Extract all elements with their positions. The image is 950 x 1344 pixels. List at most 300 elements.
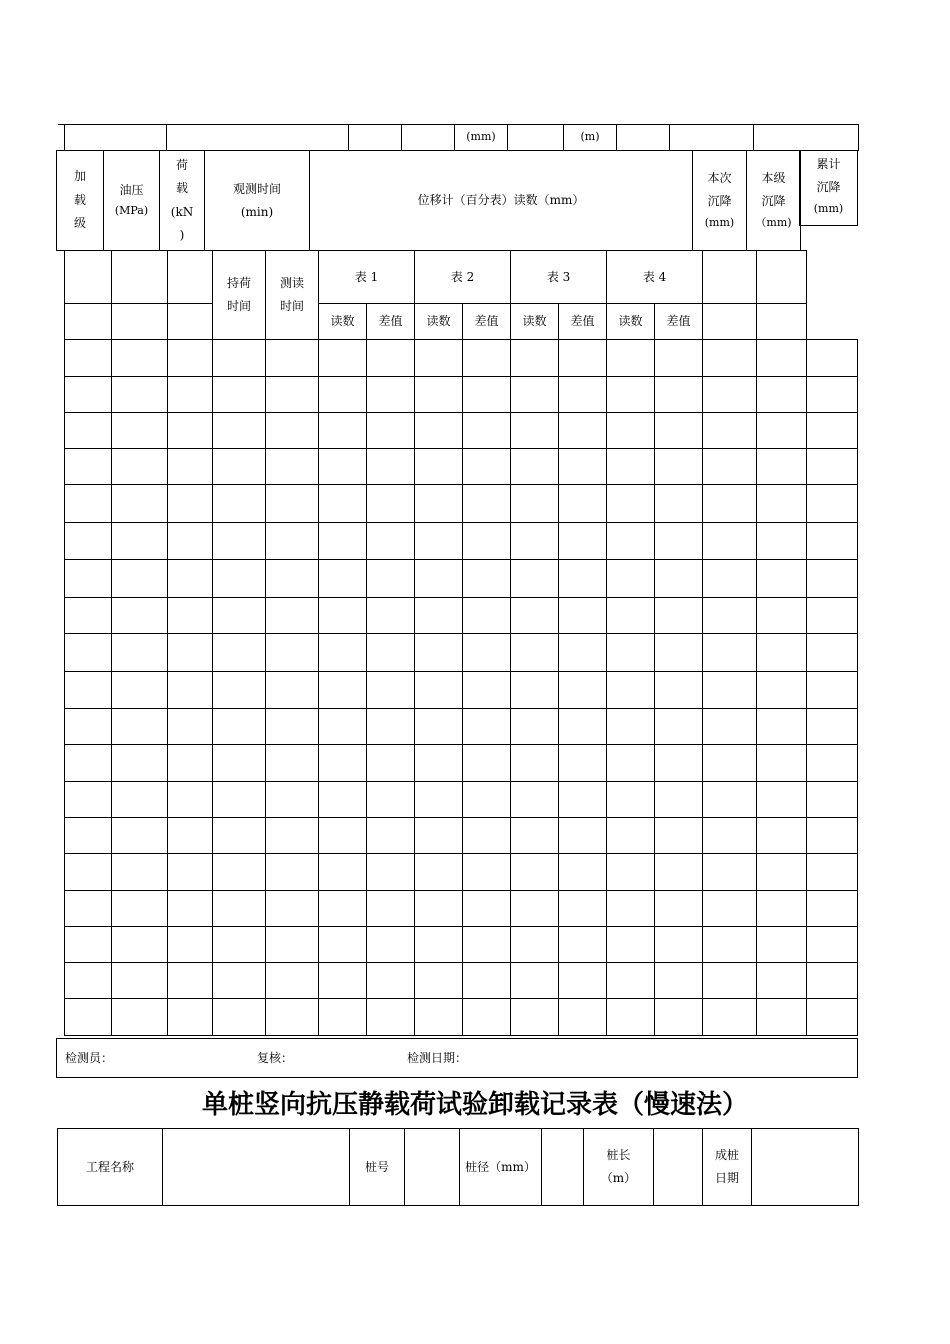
- table-cell[interactable]: [168, 523, 213, 560]
- table-cell[interactable]: [213, 449, 266, 485]
- table-cell[interactable]: [415, 634, 463, 672]
- table-cell[interactable]: [703, 672, 757, 709]
- table-cell[interactable]: [655, 709, 703, 745]
- table-cell[interactable]: [655, 927, 703, 963]
- table-cell[interactable]: [655, 340, 703, 377]
- table-cell[interactable]: [415, 523, 463, 560]
- table-cell[interactable]: [367, 999, 415, 1036]
- table-cell[interactable]: [463, 818, 511, 854]
- table-cell[interactable]: [703, 413, 757, 449]
- table-cell[interactable]: [511, 927, 559, 963]
- table-cell[interactable]: [415, 999, 463, 1036]
- table-cell[interactable]: [415, 413, 463, 449]
- table-cell[interactable]: [65, 485, 112, 523]
- table-cell[interactable]: [367, 854, 415, 891]
- table-cell[interactable]: [112, 634, 168, 672]
- table-cell[interactable]: [757, 963, 807, 999]
- table-cell[interactable]: [607, 340, 655, 377]
- table-cell[interactable]: [559, 598, 607, 634]
- table-cell[interactable]: [319, 485, 367, 523]
- table-cell[interactable]: [65, 560, 112, 598]
- table-cell[interactable]: [415, 782, 463, 818]
- table-cell[interactable]: [511, 560, 559, 598]
- table-cell[interactable]: [266, 818, 319, 854]
- table-cell[interactable]: [112, 560, 168, 598]
- table-cell[interactable]: [168, 340, 213, 377]
- table-cell[interactable]: [168, 818, 213, 854]
- table-cell[interactable]: [112, 485, 168, 523]
- table-cell[interactable]: [319, 598, 367, 634]
- table-cell[interactable]: [168, 963, 213, 999]
- table-cell[interactable]: [807, 413, 858, 449]
- table-cell[interactable]: [367, 891, 415, 927]
- table-cell[interactable]: [266, 999, 319, 1036]
- table-cell[interactable]: [559, 672, 607, 709]
- table-cell[interactable]: [807, 672, 858, 709]
- table-cell[interactable]: [807, 854, 858, 891]
- table-cell[interactable]: [607, 377, 655, 413]
- table-cell[interactable]: [367, 560, 415, 598]
- table-cell[interactable]: [807, 598, 858, 634]
- table-cell[interactable]: [266, 745, 319, 782]
- table-cell[interactable]: [319, 523, 367, 560]
- table-cell[interactable]: [703, 999, 757, 1036]
- table-cell[interactable]: [65, 672, 112, 709]
- table-cell[interactable]: [415, 598, 463, 634]
- table-cell[interactable]: [367, 927, 415, 963]
- table-cell[interactable]: [559, 818, 607, 854]
- table-cell[interactable]: [112, 854, 168, 891]
- table-cell[interactable]: [65, 377, 112, 413]
- table-cell[interactable]: [607, 818, 655, 854]
- table-cell[interactable]: [266, 449, 319, 485]
- table-cell[interactable]: [112, 672, 168, 709]
- table-cell[interactable]: [511, 745, 559, 782]
- table-cell[interactable]: [703, 782, 757, 818]
- table-cell[interactable]: [415, 672, 463, 709]
- table-cell[interactable]: [757, 709, 807, 745]
- table-cell[interactable]: [213, 523, 266, 560]
- table-cell[interactable]: [319, 999, 367, 1036]
- table-cell[interactable]: [266, 854, 319, 891]
- table-cell[interactable]: [266, 523, 319, 560]
- table-cell[interactable]: [511, 449, 559, 485]
- table-cell[interactable]: [511, 413, 559, 449]
- table-cell[interactable]: [367, 782, 415, 818]
- table-cell[interactable]: [607, 672, 655, 709]
- table-cell[interactable]: [559, 413, 607, 449]
- table-cell[interactable]: [168, 413, 213, 449]
- table-cell[interactable]: [168, 598, 213, 634]
- table-cell[interactable]: [463, 891, 511, 927]
- table-cell[interactable]: [367, 485, 415, 523]
- table-cell[interactable]: [319, 340, 367, 377]
- table-cell[interactable]: [559, 449, 607, 485]
- table-cell[interactable]: [703, 927, 757, 963]
- table-cell[interactable]: [807, 745, 858, 782]
- table-cell[interactable]: [65, 523, 112, 560]
- table-cell[interactable]: [703, 523, 757, 560]
- table-cell[interactable]: [266, 598, 319, 634]
- table-cell[interactable]: [559, 854, 607, 891]
- table-cell[interactable]: [415, 709, 463, 745]
- table-cell[interactable]: [65, 709, 112, 745]
- table-cell[interactable]: [463, 927, 511, 963]
- table-cell[interactable]: [319, 672, 367, 709]
- table-cell[interactable]: [607, 485, 655, 523]
- table-cell[interactable]: [511, 598, 559, 634]
- table-cell[interactable]: [168, 782, 213, 818]
- table-cell[interactable]: [511, 963, 559, 999]
- table-cell[interactable]: [367, 598, 415, 634]
- table-cell[interactable]: [112, 340, 168, 377]
- table-cell[interactable]: [559, 377, 607, 413]
- table-cell[interactable]: [112, 413, 168, 449]
- table-cell[interactable]: [463, 782, 511, 818]
- table-cell[interactable]: [367, 672, 415, 709]
- table-cell[interactable]: [655, 377, 703, 413]
- table-cell[interactable]: [559, 891, 607, 927]
- table-cell[interactable]: [807, 709, 858, 745]
- table-cell[interactable]: [319, 377, 367, 413]
- table-cell[interactable]: [415, 377, 463, 413]
- table-cell[interactable]: [463, 413, 511, 449]
- table-cell[interactable]: [319, 709, 367, 745]
- table-cell[interactable]: [703, 891, 757, 927]
- table-cell[interactable]: [65, 782, 112, 818]
- table-cell[interactable]: [807, 818, 858, 854]
- table-cell[interactable]: [415, 963, 463, 999]
- table-cell[interactable]: [213, 782, 266, 818]
- table-cell[interactable]: [463, 449, 511, 485]
- table-cell[interactable]: [112, 709, 168, 745]
- table-cell[interactable]: [168, 854, 213, 891]
- table-cell[interactable]: [112, 598, 168, 634]
- table-cell[interactable]: [559, 927, 607, 963]
- table-cell[interactable]: [463, 672, 511, 709]
- table-cell[interactable]: [213, 963, 266, 999]
- table-cell[interactable]: [703, 709, 757, 745]
- table-cell[interactable]: [757, 560, 807, 598]
- table-cell[interactable]: [807, 634, 858, 672]
- table-cell[interactable]: [266, 560, 319, 598]
- table-cell[interactable]: [607, 413, 655, 449]
- table-cell[interactable]: [266, 413, 319, 449]
- table-cell[interactable]: [65, 891, 112, 927]
- table-cell[interactable]: [112, 449, 168, 485]
- table-cell[interactable]: [807, 449, 858, 485]
- table-cell[interactable]: [213, 745, 266, 782]
- table-cell[interactable]: [511, 523, 559, 560]
- table-cell[interactable]: [213, 485, 266, 523]
- table-cell[interactable]: [168, 449, 213, 485]
- table-cell[interactable]: [607, 560, 655, 598]
- table-cell[interactable]: [168, 377, 213, 413]
- table-cell[interactable]: [112, 523, 168, 560]
- table-cell[interactable]: [463, 709, 511, 745]
- table-cell[interactable]: [757, 413, 807, 449]
- table-cell[interactable]: [319, 891, 367, 927]
- table-cell[interactable]: [112, 377, 168, 413]
- table-cell[interactable]: [367, 745, 415, 782]
- table-cell[interactable]: [655, 485, 703, 523]
- table-cell[interactable]: [65, 413, 112, 449]
- table-cell[interactable]: [511, 999, 559, 1036]
- table-cell[interactable]: [415, 927, 463, 963]
- table-cell[interactable]: [757, 449, 807, 485]
- table-cell[interactable]: [319, 634, 367, 672]
- table-cell[interactable]: [65, 818, 112, 854]
- table-cell[interactable]: [463, 560, 511, 598]
- table-cell[interactable]: [367, 963, 415, 999]
- table-cell[interactable]: [703, 745, 757, 782]
- table-cell[interactable]: [266, 672, 319, 709]
- table-cell[interactable]: [213, 891, 266, 927]
- table-cell[interactable]: [319, 927, 367, 963]
- table-cell[interactable]: [367, 413, 415, 449]
- table-cell[interactable]: [168, 891, 213, 927]
- table-cell[interactable]: [213, 999, 266, 1036]
- table-cell[interactable]: [367, 449, 415, 485]
- table-cell[interactable]: [463, 598, 511, 634]
- table-cell[interactable]: [463, 854, 511, 891]
- table-cell[interactable]: [559, 745, 607, 782]
- table-cell[interactable]: [463, 999, 511, 1036]
- table-cell[interactable]: [607, 449, 655, 485]
- table-cell[interactable]: [415, 818, 463, 854]
- table-cell[interactable]: [607, 709, 655, 745]
- table-cell[interactable]: [213, 854, 266, 891]
- table-cell[interactable]: [213, 634, 266, 672]
- table-cell[interactable]: [266, 963, 319, 999]
- table-cell[interactable]: [757, 782, 807, 818]
- table-cell[interactable]: [65, 927, 112, 963]
- table-cell[interactable]: [511, 709, 559, 745]
- table-cell[interactable]: [559, 485, 607, 523]
- table-cell[interactable]: [266, 340, 319, 377]
- table-cell[interactable]: [415, 854, 463, 891]
- table-cell[interactable]: [65, 854, 112, 891]
- table-cell[interactable]: [65, 449, 112, 485]
- table-cell[interactable]: [757, 377, 807, 413]
- table-cell[interactable]: [757, 891, 807, 927]
- table-cell[interactable]: [559, 634, 607, 672]
- table-cell[interactable]: [319, 963, 367, 999]
- table-cell[interactable]: [319, 818, 367, 854]
- table-cell[interactable]: [807, 485, 858, 523]
- table-cell[interactable]: [607, 782, 655, 818]
- table-cell[interactable]: [807, 782, 858, 818]
- table-cell[interactable]: [655, 854, 703, 891]
- table-cell[interactable]: [757, 598, 807, 634]
- table-cell[interactable]: [559, 999, 607, 1036]
- table-cell[interactable]: [266, 485, 319, 523]
- table-cell[interactable]: [213, 340, 266, 377]
- table-cell[interactable]: [112, 999, 168, 1036]
- table-cell[interactable]: [511, 818, 559, 854]
- table-cell[interactable]: [559, 963, 607, 999]
- table-cell[interactable]: [415, 485, 463, 523]
- table-cell[interactable]: [655, 745, 703, 782]
- table-cell[interactable]: [655, 523, 703, 560]
- table-cell[interactable]: [807, 340, 858, 377]
- table-cell[interactable]: [415, 449, 463, 485]
- table-cell[interactable]: [757, 999, 807, 1036]
- table-cell[interactable]: [65, 340, 112, 377]
- table-cell[interactable]: [415, 745, 463, 782]
- table-cell[interactable]: [607, 999, 655, 1036]
- table-cell[interactable]: [367, 523, 415, 560]
- table-cell[interactable]: [65, 745, 112, 782]
- table-cell[interactable]: [65, 963, 112, 999]
- table-cell[interactable]: [112, 963, 168, 999]
- table-cell[interactable]: [807, 999, 858, 1036]
- table-cell[interactable]: [607, 854, 655, 891]
- table-cell[interactable]: [511, 854, 559, 891]
- table-cell[interactable]: [463, 485, 511, 523]
- table-cell[interactable]: [213, 818, 266, 854]
- table-cell[interactable]: [112, 818, 168, 854]
- table-cell[interactable]: [112, 891, 168, 927]
- table-cell[interactable]: [168, 485, 213, 523]
- table-cell[interactable]: [112, 745, 168, 782]
- table-cell[interactable]: [757, 745, 807, 782]
- table-cell[interactable]: [213, 560, 266, 598]
- table-cell[interactable]: [655, 560, 703, 598]
- table-cell[interactable]: [463, 963, 511, 999]
- table-cell[interactable]: [807, 927, 858, 963]
- table-cell[interactable]: [213, 927, 266, 963]
- table-cell[interactable]: [807, 963, 858, 999]
- table-cell[interactable]: [319, 449, 367, 485]
- table-cell[interactable]: [607, 963, 655, 999]
- table-cell[interactable]: [757, 854, 807, 891]
- table-cell[interactable]: [213, 672, 266, 709]
- table-cell[interactable]: [367, 377, 415, 413]
- table-cell[interactable]: [168, 927, 213, 963]
- table-cell[interactable]: [213, 377, 266, 413]
- table-cell[interactable]: [168, 999, 213, 1036]
- table-cell[interactable]: [655, 634, 703, 672]
- table-cell[interactable]: [757, 818, 807, 854]
- table-cell[interactable]: [319, 854, 367, 891]
- table-cell[interactable]: [655, 598, 703, 634]
- table-cell[interactable]: [463, 377, 511, 413]
- table-cell[interactable]: [703, 340, 757, 377]
- table-cell[interactable]: [367, 709, 415, 745]
- table-cell[interactable]: [703, 598, 757, 634]
- table-cell[interactable]: [655, 782, 703, 818]
- table-cell[interactable]: [703, 485, 757, 523]
- table-cell[interactable]: [168, 709, 213, 745]
- table-cell[interactable]: [607, 927, 655, 963]
- table-cell[interactable]: [655, 449, 703, 485]
- table-cell[interactable]: [65, 634, 112, 672]
- table-cell[interactable]: [757, 340, 807, 377]
- table-cell[interactable]: [757, 634, 807, 672]
- table-cell[interactable]: [511, 377, 559, 413]
- table-cell[interactable]: [213, 413, 266, 449]
- table-cell[interactable]: [807, 891, 858, 927]
- table-cell[interactable]: [511, 782, 559, 818]
- table-cell[interactable]: [168, 745, 213, 782]
- table-cell[interactable]: [703, 818, 757, 854]
- table-cell[interactable]: [559, 560, 607, 598]
- table-cell[interactable]: [319, 413, 367, 449]
- table-cell[interactable]: [807, 523, 858, 560]
- table-cell[interactable]: [703, 634, 757, 672]
- table-cell[interactable]: [319, 782, 367, 818]
- table-cell[interactable]: [65, 999, 112, 1036]
- table-cell[interactable]: [607, 891, 655, 927]
- table-cell[interactable]: [319, 560, 367, 598]
- table-cell[interactable]: [415, 340, 463, 377]
- table-cell[interactable]: [266, 927, 319, 963]
- table-cell[interactable]: [607, 523, 655, 560]
- table-cell[interactable]: [703, 963, 757, 999]
- table-cell[interactable]: [319, 745, 367, 782]
- table-cell[interactable]: [607, 598, 655, 634]
- table-cell[interactable]: [655, 413, 703, 449]
- table-cell[interactable]: [655, 818, 703, 854]
- table-cell[interactable]: [367, 818, 415, 854]
- table-cell[interactable]: [559, 709, 607, 745]
- table-cell[interactable]: [607, 634, 655, 672]
- table-cell[interactable]: [266, 709, 319, 745]
- table-cell[interactable]: [213, 598, 266, 634]
- table-cell[interactable]: [112, 927, 168, 963]
- table-cell[interactable]: [607, 745, 655, 782]
- table-cell[interactable]: [511, 340, 559, 377]
- table-cell[interactable]: [511, 672, 559, 709]
- table-cell[interactable]: [655, 891, 703, 927]
- table-cell[interactable]: [415, 560, 463, 598]
- table-cell[interactable]: [559, 523, 607, 560]
- table-cell[interactable]: [703, 449, 757, 485]
- table-cell[interactable]: [703, 854, 757, 891]
- table-cell[interactable]: [655, 672, 703, 709]
- table-cell[interactable]: [511, 891, 559, 927]
- table-cell[interactable]: [655, 963, 703, 999]
- table-cell[interactable]: [266, 782, 319, 818]
- table-cell[interactable]: [757, 485, 807, 523]
- table-cell[interactable]: [367, 634, 415, 672]
- table-cell[interactable]: [463, 634, 511, 672]
- table-cell[interactable]: [757, 672, 807, 709]
- table-cell[interactable]: [559, 340, 607, 377]
- table-cell[interactable]: [213, 709, 266, 745]
- table-cell[interactable]: [463, 340, 511, 377]
- table-cell[interactable]: [266, 891, 319, 927]
- table-cell[interactable]: [112, 782, 168, 818]
- table-cell[interactable]: [703, 377, 757, 413]
- table-cell[interactable]: [463, 745, 511, 782]
- table-cell[interactable]: [266, 634, 319, 672]
- table-cell[interactable]: [757, 523, 807, 560]
- table-cell[interactable]: [511, 634, 559, 672]
- table-cell[interactable]: [266, 377, 319, 413]
- table-cell[interactable]: [168, 560, 213, 598]
- table-cell[interactable]: [415, 891, 463, 927]
- table-cell[interactable]: [807, 560, 858, 598]
- table-cell[interactable]: [463, 523, 511, 560]
- table-cell[interactable]: [559, 782, 607, 818]
- table-cell[interactable]: [757, 927, 807, 963]
- table-cell[interactable]: [655, 999, 703, 1036]
- table-cell[interactable]: [367, 340, 415, 377]
- table-cell[interactable]: [511, 485, 559, 523]
- table-cell[interactable]: [168, 672, 213, 709]
